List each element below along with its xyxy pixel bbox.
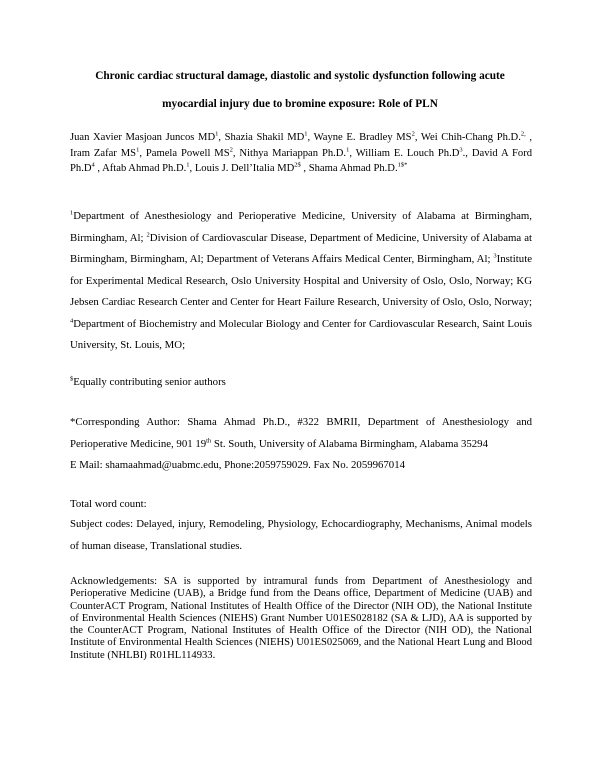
author: David A Ford $Ph.D^4$ , [70, 147, 533, 174]
author: Iram Zafar $MS^1$, [70, 145, 146, 159]
subject-codes: Subject codes: Delayed, injury, Remodeling, Physiology, Echocardiography, Mechanisms, Animal models of human disease, Translational studies. [70, 518, 532, 552]
affiliations: $^1$Department of Anesthesiology and Perioperative Medicine, University of Alabama at Birmingham, Birmingham, Al; $^2$Division of Cardiovascular Disease, Department of Medicine, University of Alabama at Birmingham, Birmingham, Al; Department of Veterans Affairs Medical Center, Birmingham, Al; $^3$Institute for Experimental Medical Research, Oslo University Hospital and University of Oslo, Oslo, Norway; KG Jebsen Cardiac Research Center and Center for Heart Failure Research, University of Oslo, Oslo, Norway; $^4$Department of Biochemistry and Molecular Biology and Center for Cardiovascular Research, Saint Louis University, St. Louis, MO; [70, 209, 532, 351]
word-count: Total word count: [70, 498, 147, 510]
author: Louis J. Dell’Italia $MD^{2\$}$ , [194, 161, 309, 174]
contact-info: E Mail: shamaahmad@uabmc.edu, Phone:2059759029. Fax No. 2059967014 [70, 459, 406, 471]
paper-title-line-1: Chronic cardiac structural damage, diastolic and systolic dysfunction following acute [95, 70, 505, 82]
author: Juan Xavier Masjoan Juncos $MD^1$, [70, 130, 225, 143]
author: Nithya Mariappan Ph.D.$^1$, [239, 145, 356, 159]
author: William E. Louch $Ph.D^3$., [355, 145, 472, 159]
author: Aftab Ahmad Ph.D.$^1$, [102, 161, 195, 174]
author: Wei Chih-Chang Ph.D.$^{2,}$ , [420, 130, 533, 143]
author: Shama Ahmad Ph.D.$^{1\$*}$ [308, 161, 408, 174]
equal-contribution-note: $Equally contributing senior authors [70, 375, 226, 388]
author: Pamela Powell $MS^2$, [145, 145, 240, 159]
author-list [70, 130, 532, 177]
acknowledgements: Acknowledgements: SA is supported by intramural funds from Department of Anesthesiology and Perioperative Medicine (UAB), a Bridge fund from the Deans office, Department of Medicine (UAB) and CounterACT Program, National Institutes of Health Office of the Director (NIH OD), the National Institute of Environmental Health Sciences (NIEHS) Grant Number U01ES028182 (SA & LJD), AA is supported by the CounterACT Program, National Institutes of Health Office of the Director (NIH OD), the National Institute of Environmental Health Sciences (NIEHS) U01ES025069, and the National Heart Lung and Blood Institute (NHLBI) R01HL114933. [70, 576, 532, 661]
paper-title-line-2: myocardial injury due to bromine exposure: Role of PLN [162, 98, 438, 110]
author: Shazia Shakil $MD^1$, [224, 130, 314, 143]
corresponding-author: *Corresponding Author: Shama Ahmad Ph.D., #322 BMRII, Department of Anesthesiology and Perioperative Medicine, 901 19th St. South, University of Alabama Birmingham, Alabama 35294 E Mail: shamaahmad@uabmc.edu, Phone:2059759029. Fax No. 2059967014 [70, 416, 532, 471]
author: Wayne E. Bradley $MS^2$, [313, 130, 421, 143]
